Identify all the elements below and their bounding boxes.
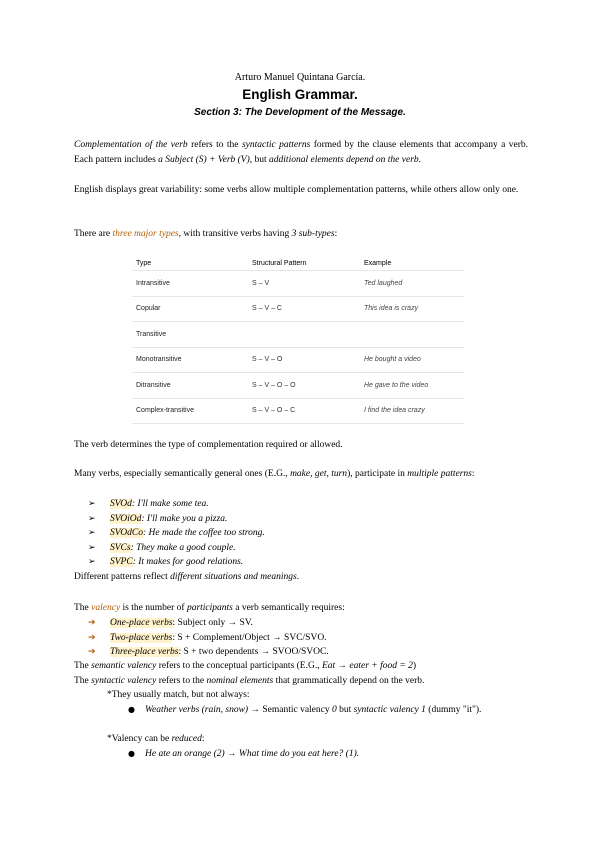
arrowhead-bullet-icon: ➢ <box>88 513 96 524</box>
term-different-situations: different situations and meanings <box>170 572 297 582</box>
place-description: : Subject only → SV. <box>172 618 253 628</box>
table-cell: Copular <box>132 296 248 322</box>
pattern-code: SVOd <box>110 499 132 509</box>
table-cell: Ditransitive <box>132 373 248 399</box>
text: refers to the <box>187 140 242 150</box>
table-cell: Intransitive <box>132 271 248 297</box>
match-note: *They usually match, but not always: <box>107 690 250 700</box>
term-syntactic-valency-1: syntactic valency 1 <box>353 705 426 715</box>
text: a verb semantically requires: <box>232 603 345 613</box>
term-semantic-valency: semantic valency <box>91 661 157 671</box>
document-title: English Grammar. <box>242 87 358 102</box>
patterns-list <box>88 497 528 570</box>
place-label: Two-place verbs <box>110 632 173 643</box>
arrowhead-bullet-icon: ➢ <box>88 557 96 567</box>
arrowhead-bullet-icon: ➢ <box>88 528 96 538</box>
intro-paragraph <box>74 138 528 167</box>
text: Different patterns reflect <box>74 572 171 582</box>
table-cell: S – V – O <box>248 347 360 373</box>
text: . <box>296 572 300 582</box>
place-label: One-place verbs <box>110 618 173 628</box>
pattern-example: : I'll make you a pizza. <box>141 513 228 524</box>
semantic-valency-line <box>74 659 528 674</box>
table-cell: S – V <box>248 271 360 297</box>
text: (dummy "it"). <box>425 705 482 715</box>
complementation-types-table <box>132 256 464 424</box>
text: formed by the clause elements that accompany a verb. Each pattern includes <box>74 140 529 165</box>
valency-definition <box>74 601 528 616</box>
list-item <box>88 645 528 660</box>
pattern-example: : I'll make some tea. <box>131 499 209 509</box>
text: refers to the <box>156 676 207 686</box>
table-cell <box>248 322 360 348</box>
list-item <box>88 526 528 541</box>
table-row <box>132 398 464 424</box>
text: , with transitive verbs having <box>178 229 292 239</box>
weather-item <box>128 703 528 718</box>
place-description: : S + two dependents → SVOO/SVOC. <box>178 647 329 657</box>
table-cell: He gave to the video <box>360 373 464 399</box>
different-patterns-line <box>74 570 528 585</box>
term-syntactic-valency: syntactic valency <box>91 676 157 686</box>
arrowhead-bullet-icon: ➢ <box>88 499 96 509</box>
text: : <box>334 229 338 239</box>
table-cell: S – V – O – O <box>248 373 360 399</box>
major-types-line <box>74 227 528 242</box>
table-cell: Ted laughed <box>360 271 464 297</box>
term-participants: participants <box>186 603 233 613</box>
table-cell: I find the idea crazy <box>360 398 464 424</box>
term-weather-verbs: Weather verbs (rain, snow) <box>145 705 249 715</box>
table-cell: S – V – O – C <box>248 398 360 424</box>
table-row <box>132 373 464 399</box>
table-header: Example <box>360 256 464 271</box>
term-complementation: Complementation of the verb <box>74 140 188 150</box>
term-additional-elements: additional elements depend on the verb <box>269 154 419 165</box>
pattern-code: SVOdCo <box>110 528 143 538</box>
text: Many verbs, especially semantically general ones (E.G., <box>74 469 291 479</box>
table-cell: Monotransitive <box>132 347 248 373</box>
text: : <box>471 469 475 479</box>
list-item <box>88 497 528 512</box>
pattern-code: SVPC <box>110 557 133 567</box>
text: is the number of <box>120 603 187 613</box>
text: that grammatically depend on the verb. <box>273 676 425 686</box>
term-sub-types: 3 sub-types <box>291 229 335 239</box>
place-label: Three-place verbs <box>110 647 179 657</box>
term-syntactic-patterns: syntactic patterns <box>241 140 311 150</box>
table-row <box>132 271 464 297</box>
verb-determines-line: The verb determines the type of complementation required or allowed. <box>74 440 343 450</box>
reduced-note <box>107 732 527 747</box>
term-valency: valency <box>91 603 121 613</box>
text: The <box>74 661 92 671</box>
pattern-example: : He made the coffee too strong. <box>142 528 265 538</box>
variability-paragraph: English displays great variability: some verbs allow multiple complementation patterns, while others allow only one. <box>74 185 519 195</box>
text: The <box>74 676 92 686</box>
place-description: : S + Complement/Object → SVC/SVO. <box>172 632 327 643</box>
list-item <box>88 541 528 556</box>
list-item <box>88 616 528 631</box>
term-zero: 0 <box>331 705 337 715</box>
table-cell: S – V – C <box>248 296 360 322</box>
term-nominal-elements: nominal elements <box>206 676 274 686</box>
pattern-example: : It makes for good relations. <box>132 557 244 567</box>
term-eat-example: Eat → eater + food = 2 <box>321 661 413 671</box>
syntactic-valency-line <box>74 674 528 689</box>
right-arrow-bullet-icon: ➔ <box>88 618 96 628</box>
text: but <box>336 705 354 715</box>
text: There are <box>74 229 113 239</box>
places-list <box>88 616 528 660</box>
text: ) <box>412 661 417 671</box>
text: . <box>418 154 422 165</box>
right-arrow-bullet-icon: ➔ <box>88 647 96 657</box>
term-multiple-patterns: multiple patterns <box>407 469 472 479</box>
table-header-row <box>132 256 464 271</box>
table-cell: This idea is crazy <box>360 296 464 322</box>
term-three-major-types: three major types <box>112 229 179 239</box>
list-item <box>88 555 528 570</box>
list-item <box>88 631 528 646</box>
table-cell <box>360 322 464 348</box>
pattern-code: SVOiOd <box>110 513 142 524</box>
text: , but <box>249 154 270 165</box>
text: The <box>74 603 92 613</box>
term-reduced: reduced <box>171 734 202 744</box>
many-verbs-paragraph <box>74 467 528 482</box>
text: refers to the conceptual participants (E.G., <box>156 661 322 671</box>
text: : <box>201 734 205 744</box>
list-item <box>88 512 528 527</box>
bullet-icon: ● <box>128 749 135 758</box>
table-cell: He bought a video <box>360 347 464 373</box>
term-subject-verb: a Subject (S) + Verb (V) <box>158 154 250 165</box>
pattern-code: SVCs <box>110 542 131 553</box>
table-cell: Complex-transitive <box>132 398 248 424</box>
reduced-example-item <box>128 747 528 762</box>
table-header: Structural Pattern <box>248 256 360 271</box>
table-row <box>132 296 464 322</box>
table-row <box>132 347 464 373</box>
pattern-example: : They make a good couple. <box>130 542 236 553</box>
arrowhead-bullet-icon: ➢ <box>88 542 96 553</box>
table-row <box>132 322 464 348</box>
text: *Valency can be <box>107 734 172 744</box>
reduced-example: He ate an orange (2) → What time do you eat here? (1). <box>145 749 360 759</box>
table-header: Type <box>132 256 248 271</box>
right-arrow-bullet-icon: ➔ <box>88 632 96 643</box>
section-subtitle: Section 3: The Development of the Message. <box>194 107 406 118</box>
term-make-get-turn: make, get, turn <box>290 469 348 479</box>
text: → Semantic valency <box>248 705 332 715</box>
bullet-icon: ● <box>128 705 135 714</box>
author: Arturo Manuel Quintana García. <box>234 72 366 83</box>
text: ), participate in <box>347 469 408 479</box>
table-cell: Transitive <box>132 322 248 348</box>
